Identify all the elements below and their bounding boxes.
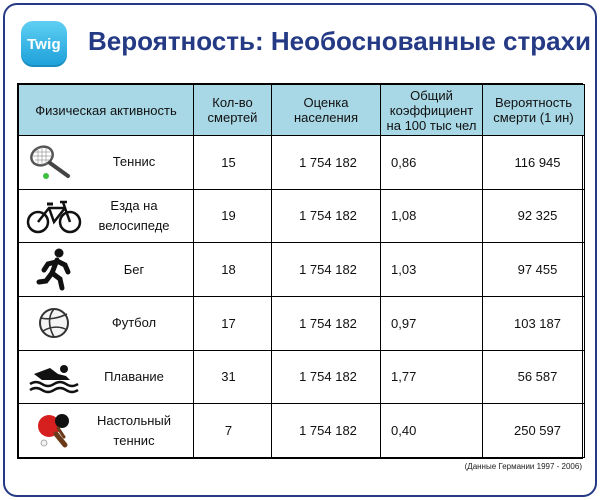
activity-label: Футбол <box>111 315 157 331</box>
odds-cell: 103 187 <box>483 296 585 350</box>
rate-cell: 1,03 <box>381 243 483 297</box>
activity-label: Бег <box>123 261 145 277</box>
population-cell: 1 754 182 <box>272 404 381 458</box>
deaths-cell: 18 <box>194 243 272 297</box>
ping-pong-icon <box>19 406 89 456</box>
activity-cell <box>19 350 194 404</box>
population-cell: 1 754 182 <box>272 243 381 297</box>
table-row <box>19 296 585 350</box>
odds-cell: 250 597 <box>483 404 585 458</box>
header-activity: Физическая активность <box>19 85 194 136</box>
bicycle-icon <box>19 191 89 241</box>
odds-cell: 92 325 <box>483 189 585 243</box>
table-row <box>19 243 585 297</box>
runner-icon <box>19 245 89 295</box>
rate-cell: 0,40 <box>381 404 483 458</box>
rate-cell: 0,86 <box>381 136 483 190</box>
rate-cell: 1,08 <box>381 189 483 243</box>
logo-text: Twig <box>27 35 61 53</box>
risk-table <box>18 84 585 458</box>
volleyball-icon <box>19 298 89 348</box>
activity-label: Теннис <box>112 154 156 170</box>
activity-cell <box>19 189 194 243</box>
population-cell: 1 754 182 <box>272 350 381 404</box>
deaths-cell: 31 <box>194 350 272 404</box>
odds-cell: 116 945 <box>483 136 585 190</box>
odds-cell: 97 455 <box>483 243 585 297</box>
table-row <box>19 404 585 458</box>
activity-cell <box>19 243 194 297</box>
deaths-cell: 17 <box>194 296 272 350</box>
header-deaths: Кол-во смертей <box>194 85 272 136</box>
deaths-cell: 7 <box>194 404 272 458</box>
page-title: Вероятность: Необоснованные страхи <box>88 26 592 56</box>
population-cell: 1 754 182 <box>272 136 381 190</box>
activity-label: Езда на велосипеде <box>98 197 170 233</box>
header-odds: Вероятность смерти (1 ин) <box>483 85 585 136</box>
table-header-row <box>19 85 585 136</box>
population-cell: 1 754 182 <box>272 189 381 243</box>
header-rate: Общий коэффициент на 100 тыс чел <box>381 85 483 136</box>
deaths-cell: 19 <box>194 189 272 243</box>
activity-label: Плавание <box>104 368 164 384</box>
activity-label: Настольный теннис <box>96 412 171 448</box>
data-table-wrapper <box>17 83 583 459</box>
population-cell: 1 754 182 <box>272 296 381 350</box>
table-row <box>19 189 585 243</box>
swimmer-icon <box>19 352 89 402</box>
table-row <box>19 136 585 190</box>
table-row <box>19 350 585 404</box>
rate-cell: 0,97 <box>381 296 483 350</box>
deaths-cell: 15 <box>194 136 272 190</box>
rate-cell: 1,77 <box>381 350 483 404</box>
activity-cell <box>19 296 194 350</box>
header-population: Оценка населения <box>272 85 381 136</box>
source-footnote: (Данные Германии 1997 - 2006) <box>464 462 582 471</box>
tennis-racket-icon <box>19 137 89 187</box>
activity-cell <box>19 404 194 458</box>
activity-cell <box>19 136 194 190</box>
odds-cell: 56 587 <box>483 350 585 404</box>
twig-logo <box>21 21 67 67</box>
